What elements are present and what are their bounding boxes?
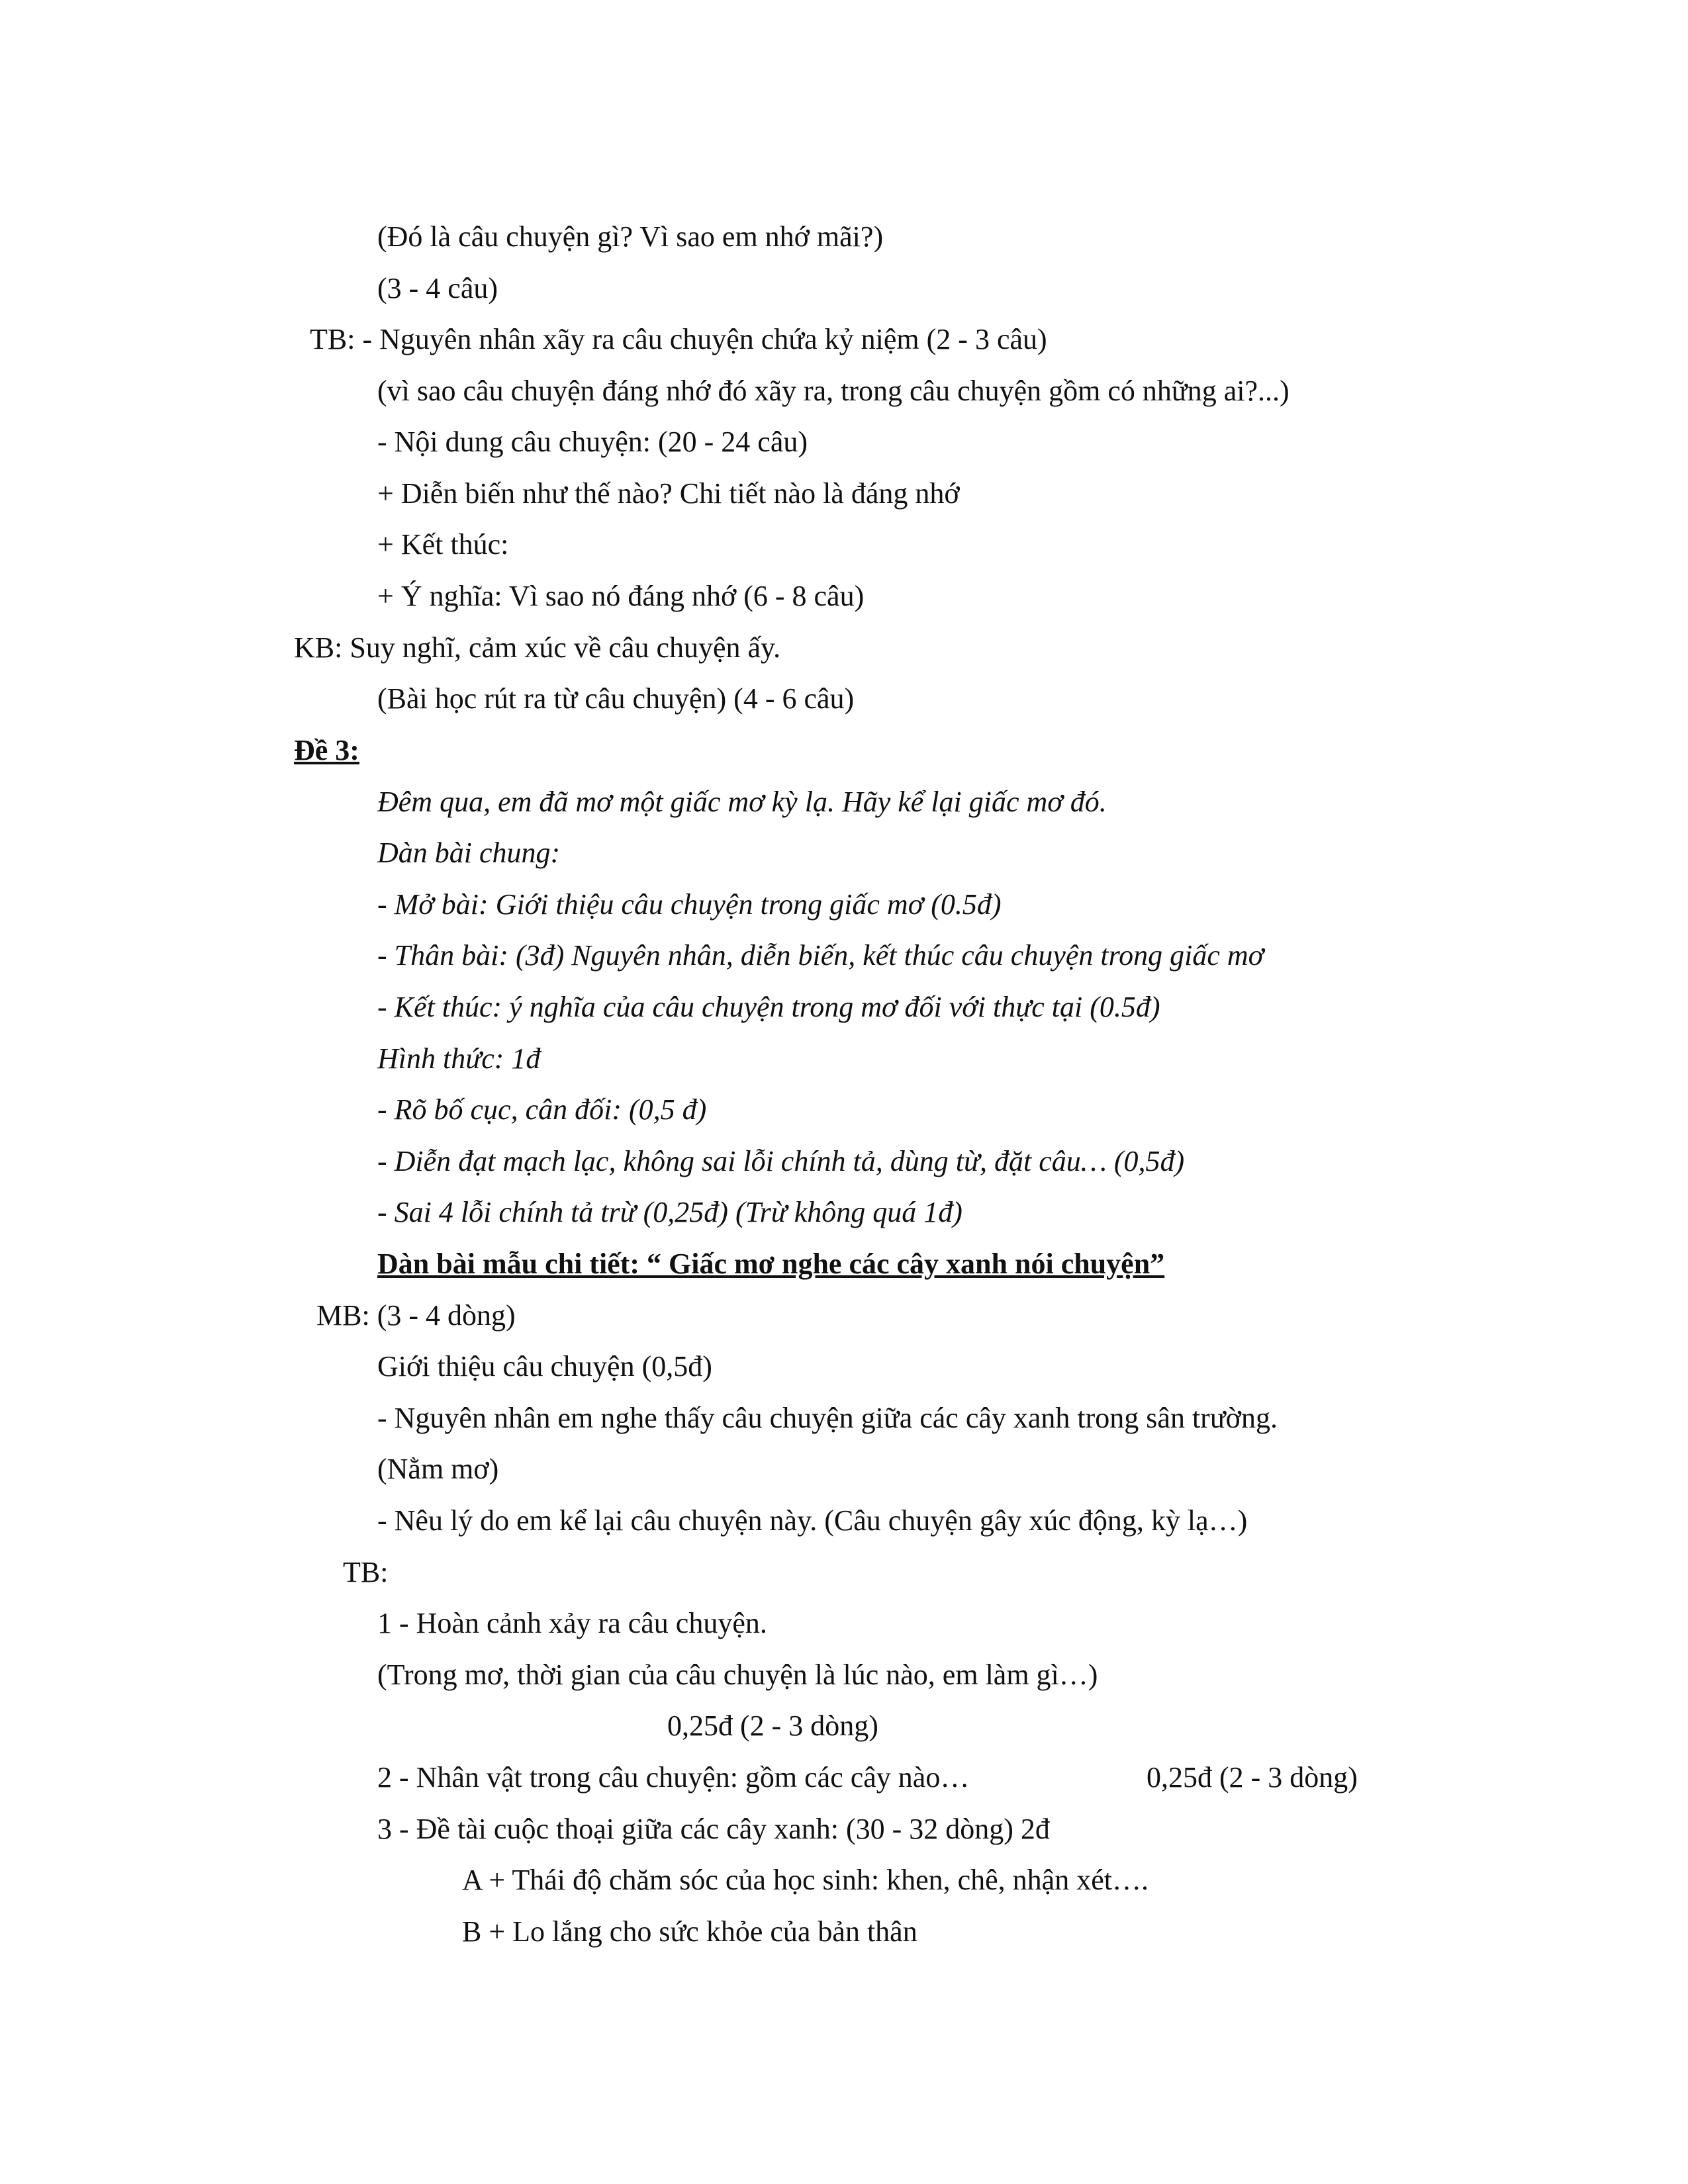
text-line: 3 - Đề tài cuộc thoại giữa các cây xanh: (30 - 32 dòng) 2đ (377, 1813, 1050, 1845)
text-line: - Mở bài: Giới thiệu câu chuyện trong giấc mơ (0.5đ) (377, 888, 1002, 921)
text-line: 1 - Hoàn cảnh xảy ra câu chuyện. (377, 1607, 767, 1639)
text-line: - Nêu lý do em kể lại câu chuyện này. (Câu chuyện gây xúc động, kỳ lạ…) (377, 1504, 1248, 1537)
text-line: - Rõ bố cục, cân đối: (0,5 đ) (377, 1093, 707, 1126)
text-line: + Ý nghĩa: Vì sao nó đáng nhớ (6 - 8 câu) (377, 580, 865, 612)
score-note: 0,25đ (2 - 3 dòng) (1147, 1761, 1358, 1794)
text-line: 0,25đ (2 - 3 dòng) (667, 1709, 878, 1742)
text-line: + Kết thúc: (377, 528, 509, 561)
text-line: - Sai 4 lỗi chính tả trừ (0,25đ) (Trừ không quá 1đ) (377, 1196, 962, 1228)
text-line: - Nội dung câu chuyện: (20 - 24 câu) (377, 426, 808, 458)
text-line: (Đó là câu chuyện gì? Vì sao em nhớ mãi?) (377, 220, 884, 253)
text-line: TB: - Nguyên nhân xãy ra câu chuyện chứa kỷ niệm (2 - 3 câu) (310, 323, 1047, 355)
text-line: + Diễn biến như thế nào? Chi tiết nào là đáng nhớ (377, 477, 960, 510)
text-line: - Nguyên nhân em nghe thấy câu chuyện giữa các cây xanh trong sân trường. (377, 1402, 1278, 1434)
text-line: B + Lo lắng cho sức khỏe của bản thân (462, 1915, 917, 1948)
text-line: - Diễn đạt mạch lạc, không sai lỗi chính tả, dùng từ, đặt câu… (0,5đ) (377, 1145, 1185, 1177)
text-line: (Trong mơ, thời gian của câu chuyện là lúc nào, em làm gì…) (377, 1659, 1098, 1691)
text-line: 2 - Nhân vật trong câu chuyện: gồm các cây nào… (377, 1761, 970, 1794)
text-line: Hình thức: 1đ (377, 1042, 541, 1075)
text-line: (3 - 4 câu) (377, 272, 498, 304)
text-line: TB: (343, 1556, 389, 1588)
text-line: - Thân bài: (3đ) Nguyên nhân, diễn biến, kết thúc câu chuyện trong giấc mơ (377, 939, 1264, 972)
text-line: MB: (3 - 4 dòng) (316, 1299, 516, 1332)
outline-title: Dàn bài mẫu chi tiết: “ Giấc mơ nghe các cây xanh nói chuyện” (377, 1248, 1165, 1280)
text-line: Dàn bài chung: (377, 837, 561, 869)
section-heading: Đề 3: (294, 734, 359, 766)
text-line: Giới thiệu câu chuyện (0,5đ) (377, 1350, 712, 1383)
text-line: - Kết thúc: ý nghĩa của câu chuyện trong mơ đối với thực tại (0.5đ) (377, 991, 1160, 1023)
text-line: A + Thái độ chăm sóc của học sinh: khen, chê, nhận xét…. (462, 1864, 1149, 1896)
text-line: (vì sao câu chuyện đáng nhớ đó xãy ra, trong câu chuyện gồm có những ai?...) (377, 375, 1289, 407)
text-line: Đêm qua, em đã mơ một giấc mơ kỳ lạ. Hãy kể lại giấc mơ đó. (377, 786, 1107, 818)
text-line: (Bài học rút ra từ câu chuyện) (4 - 6 câu) (377, 682, 855, 715)
text-line: (Nằm mơ) (377, 1453, 499, 1485)
text-line: KB: Suy nghĩ, cảm xúc về câu chuyện ấy. (294, 631, 781, 664)
